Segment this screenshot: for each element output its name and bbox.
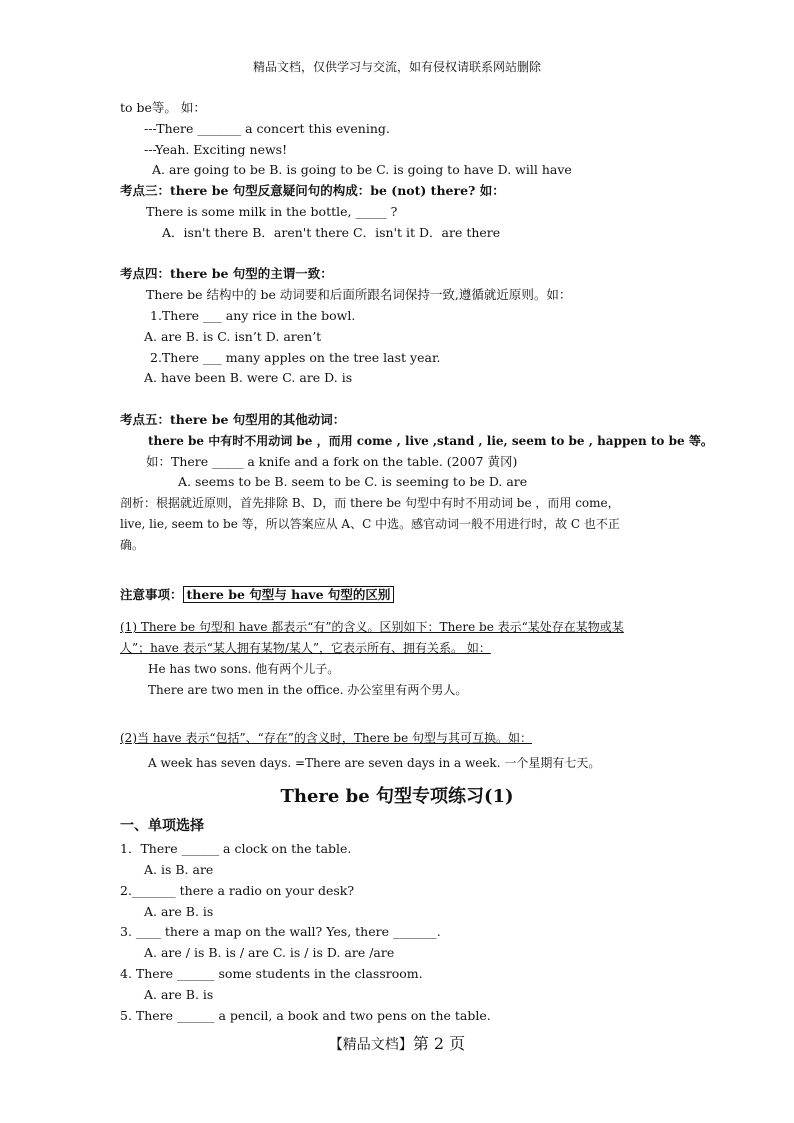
section-title: 一、单项选择 xyxy=(120,818,204,834)
line-17: A. seems to be B. seem to be C. is seeming to be D. are xyxy=(178,474,528,489)
line-22: (1) There be 句型和 have 都表示“有”的含义。区别如下：There be 表示“某处存在某物或某 xyxy=(120,620,624,634)
line-14: 考点五：there be 句型用的其他动词： xyxy=(120,412,346,427)
question-1: 1．There ______ a clock on the table. xyxy=(120,841,352,856)
question-4: 4. There ______ some students in the classroom. xyxy=(120,966,423,981)
line-15: there be 中有时不用动词 be ，而用 come , live ,stand , lie, seem to be , happen to be 等。 xyxy=(148,434,713,448)
exercise-title: There be 句型专项练习(1) xyxy=(280,786,514,807)
line-18: 剖析：根据就近原则，首先排除 B、D，而 there be 句型中有时不用动词 be ，而用 come， xyxy=(120,496,620,510)
line-9: There be 结构中的 be 动词要和后面所跟名词保持一致,遵循就近原则。如： xyxy=(146,287,572,302)
line-11: A. are B. is C. isn’t D. aren’t xyxy=(144,329,322,344)
line-12: 2.There ___ many apples on the tree last year. xyxy=(150,350,441,365)
line-27: A week has seven days. =There are seven days in a week. 一个星期有七天。 xyxy=(148,756,601,770)
notes-boxed-title: there be 句型与 have 句型的区别 xyxy=(183,586,395,603)
line-10: 1.There ___ any rice in the bowl. xyxy=(150,308,356,323)
line-7: A．isn't there B．aren't there C．isn't it D．are there xyxy=(162,225,501,240)
line-23: 人”；have 表示“某人拥有某物/某人”，它表示所有、拥有关系。 如： xyxy=(120,641,491,655)
page-header: 精品文档，仅供学习与交流，如有侵权请联系网站删除 xyxy=(252,60,541,74)
line-2: ---There _______ a concert this evening. xyxy=(144,121,390,136)
question-2: 2._______ there a radio on your desk? xyxy=(120,883,355,898)
question-3-options: A. are / is B. is / are C. is / is D. are /are xyxy=(144,945,395,960)
question-1-options: A. is B. are xyxy=(144,862,214,877)
line-5: 考点三：there be 句型反意疑问句的构成：be (not) there? 如： xyxy=(120,183,505,198)
line-6: There is some milk in the bottle, _____ ? xyxy=(146,204,398,219)
line-3: ---Yeah. Exciting news! xyxy=(144,142,288,157)
line-20: 确。 xyxy=(120,538,145,552)
line-13: A. have been B. were C. are D. is xyxy=(144,370,353,385)
question-5: 5. There ______ a pencil, a book and two pens on the table. xyxy=(120,1008,491,1023)
line-1: to be等。 如： xyxy=(120,100,206,115)
line-19: live, lie, seem to be 等，所以答案应从 A、C 中选。感官动词一般不用进行时，故 C 也不正 xyxy=(120,517,620,531)
question-4-options: A. are B. is xyxy=(144,987,214,1002)
line-25: There are two men in the office. 办公室里有两个男人。 xyxy=(148,683,468,697)
line-8: 考点四：there be 句型的主谓一致： xyxy=(120,266,333,281)
page-number: 第 2 页 xyxy=(412,1034,466,1053)
line-16: 如：There _____ a knife and a fork on the table. (2007 黄冈) xyxy=(146,454,518,469)
line-24: He has two sons. 他有两个儿子。 xyxy=(148,662,340,676)
page-footer xyxy=(0,1036,794,1053)
notes-heading xyxy=(120,587,394,603)
line-26: (2)当 have 表示“包括”、“存在”的含义时，There be 句型与其可互换。如： xyxy=(120,731,533,745)
question-3: 3. ____ there a map on the wall? Yes, there _______. xyxy=(120,924,441,939)
footer-label: 【精品文档】 xyxy=(328,1037,413,1053)
question-2-options: A. are B. is xyxy=(144,904,214,919)
line-4: A. are going to be B. is going to be C. is going to have D. will have xyxy=(152,162,572,177)
notes-label: 注意事项： xyxy=(120,587,183,602)
